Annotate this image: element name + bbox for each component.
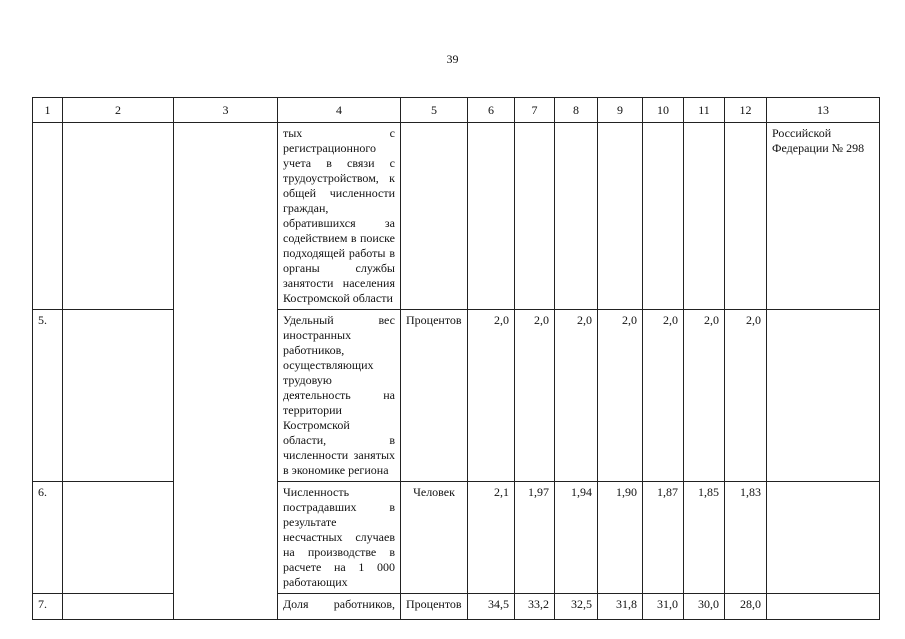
indicators-table bbox=[32, 97, 880, 620]
cell-col2 bbox=[63, 482, 174, 594]
value-col8: 2,0 bbox=[555, 310, 598, 482]
column-header: 4 bbox=[278, 98, 401, 123]
row-number: 7. bbox=[33, 594, 63, 620]
table-row bbox=[33, 310, 880, 482]
value-col11: 30,0 bbox=[684, 594, 725, 620]
value-col8 bbox=[555, 123, 598, 310]
value-col10: 1,87 bbox=[643, 482, 684, 594]
indicator-name: Удельный вес иностранных работников, осуществляющих трудовую деятельность на территории Костромской области, в численности занятых в экономике региона bbox=[278, 310, 401, 482]
column-header: 3 bbox=[174, 98, 278, 123]
value-col11: 2,0 bbox=[684, 310, 725, 482]
value-col6 bbox=[468, 123, 515, 310]
value-col9: 1,90 bbox=[598, 482, 643, 594]
value-col12: 1,83 bbox=[725, 482, 767, 594]
page-number: 39 bbox=[446, 52, 459, 66]
row-number bbox=[33, 123, 63, 310]
unit: Процентов bbox=[401, 594, 468, 620]
note bbox=[767, 482, 880, 594]
column-header: 2 bbox=[63, 98, 174, 123]
note bbox=[767, 594, 880, 620]
cell-col2 bbox=[63, 310, 174, 482]
value-col12: 2,0 bbox=[725, 310, 767, 482]
value-col10: 31,0 bbox=[643, 594, 684, 620]
value-col9: 2,0 bbox=[598, 310, 643, 482]
unit bbox=[401, 123, 468, 310]
column-header: 6 bbox=[468, 98, 515, 123]
cell-col2 bbox=[63, 594, 174, 620]
column-header: 9 bbox=[598, 98, 643, 123]
column-header: 12 bbox=[725, 98, 767, 123]
row-number: 5. bbox=[33, 310, 63, 482]
column-header: 5 bbox=[401, 98, 468, 123]
unit: Процентов bbox=[401, 310, 468, 482]
column-header: 10 bbox=[643, 98, 684, 123]
row-number: 6. bbox=[33, 482, 63, 594]
cell-col2 bbox=[63, 123, 174, 310]
table-row bbox=[33, 123, 880, 310]
unit: Человек bbox=[401, 482, 468, 594]
value-col6: 2,1 bbox=[468, 482, 515, 594]
value-col7 bbox=[515, 123, 555, 310]
indicator-name: Численность пострадавших в результате несчастных случаев на производстве в расчете на 1 000 работающих bbox=[278, 482, 401, 594]
column-header: 1 bbox=[33, 98, 63, 123]
note: Российской Федерации № 298 bbox=[767, 123, 880, 310]
value-col9: 31,8 bbox=[598, 594, 643, 620]
value-col7: 33,2 bbox=[515, 594, 555, 620]
table-row bbox=[33, 482, 880, 594]
value-col10: 2,0 bbox=[643, 310, 684, 482]
cell-col3-merged bbox=[174, 123, 278, 620]
note bbox=[767, 310, 880, 482]
value-col9 bbox=[598, 123, 643, 310]
value-col8: 1,94 bbox=[555, 482, 598, 594]
value-col6: 2,0 bbox=[468, 310, 515, 482]
table-header-row bbox=[33, 98, 880, 123]
value-col11: 1,85 bbox=[684, 482, 725, 594]
column-header: 7 bbox=[515, 98, 555, 123]
value-col10 bbox=[643, 123, 684, 310]
value-col12: 28,0 bbox=[725, 594, 767, 620]
value-col8: 32,5 bbox=[555, 594, 598, 620]
value-col7: 2,0 bbox=[515, 310, 555, 482]
indicator-name: Доля работников, bbox=[278, 594, 401, 620]
value-col7: 1,97 bbox=[515, 482, 555, 594]
indicator-name: тых с регистрационного учета в связи с трудоустройством, к общей численности граждан, обратившихся за содействием в поиске подходящей работы в органы службы занятости населения Костромской области bbox=[278, 123, 401, 310]
column-header: 11 bbox=[684, 98, 725, 123]
column-header: 8 bbox=[555, 98, 598, 123]
column-header: 13 bbox=[767, 98, 880, 123]
table-row bbox=[33, 594, 880, 620]
value-col6: 34,5 bbox=[468, 594, 515, 620]
value-col12 bbox=[725, 123, 767, 310]
value-col11 bbox=[684, 123, 725, 310]
